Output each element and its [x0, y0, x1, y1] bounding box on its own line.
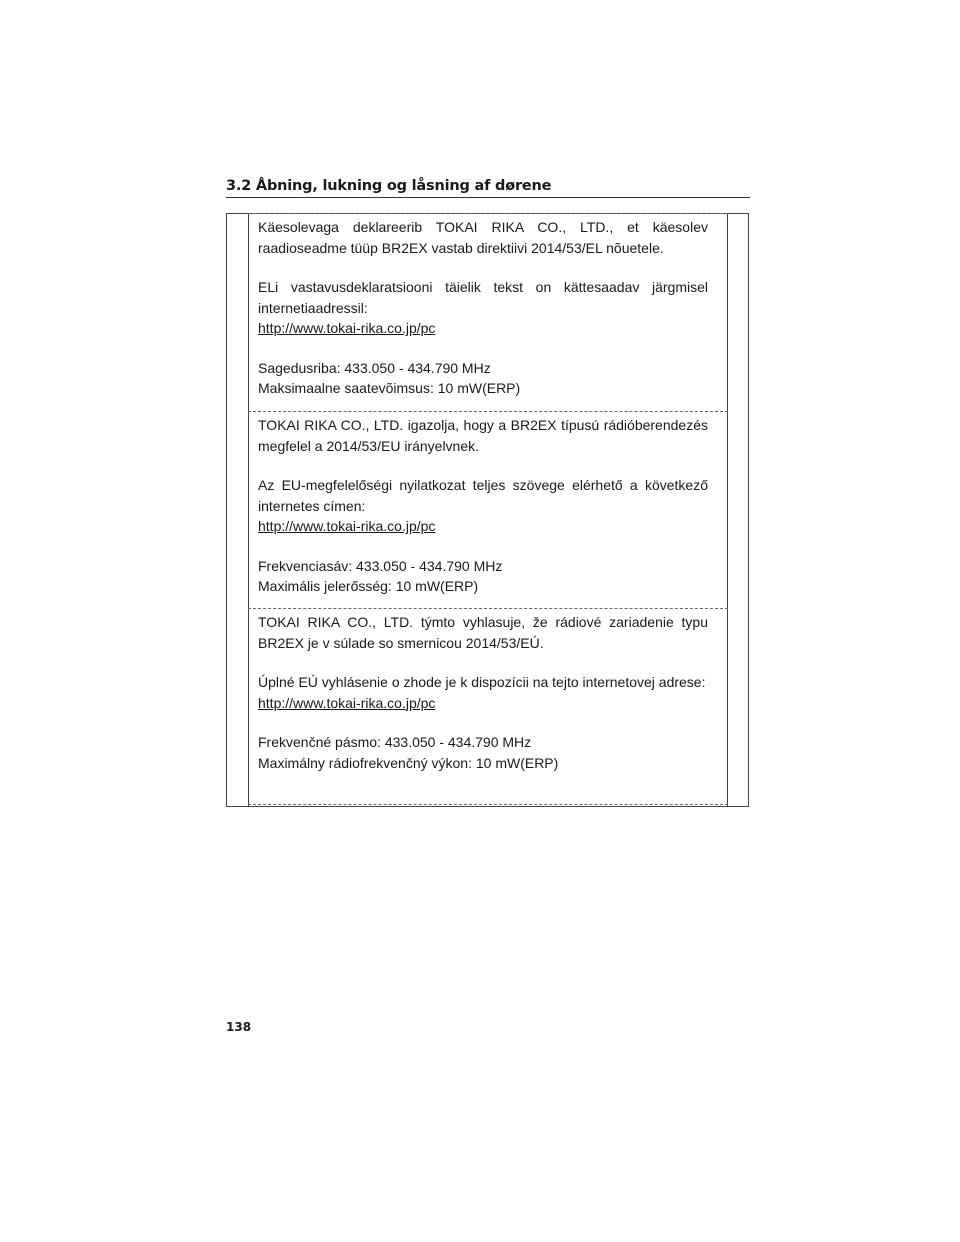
declaration-specs — [258, 556, 708, 597]
declaration-block-hungarian — [248, 411, 728, 597]
bottom-divider — [248, 804, 728, 805]
declaration-url-link[interactable]: http://www.tokai-rika.co.jp/pc — [258, 518, 436, 534]
declaration-statement: TOKAI RIKA CO., LTD. igazolja, hogy a BR2EX típusú rádióberendezés megfelel a 2014/53/EU irányelvnek. — [258, 417, 708, 454]
declaration-block-estonian — [248, 213, 728, 399]
declaration-text-intro — [258, 672, 708, 713]
declaration-specs — [258, 732, 708, 773]
max-power: Maximálny rádiofrekvenčný výkon: 10 mW(ERP) — [258, 754, 559, 771]
declaration-text-intro — [258, 277, 708, 339]
max-power: Maximális jelerősség: 10 mW(ERP) — [258, 578, 479, 594]
frequency-band: Frekvenciasáv: 433.050 - 434.790 MHz — [258, 557, 503, 574]
declaration-block-slovak — [248, 608, 728, 773]
declaration-url-link[interactable]: http://www.tokai-rika.co.jp/pc — [258, 320, 436, 336]
declaration-text-intro — [258, 475, 708, 537]
section-title: 3.2 Åbning, lukning og låsning af dørene — [226, 178, 750, 198]
declaration-statement: TOKAI RIKA CO., LTD. týmto vyhlasuje, že rádiové zariadenie typu BR2EX je v súlade so smernicou 2014/53/EÚ. — [258, 614, 708, 651]
declaration-url-link[interactable]: http://www.tokai-rika.co.jp/pc — [258, 694, 436, 711]
declaration-intro-text: ELi vastavusdeklaratsiooni täielik tekst on kättesaadav järgmisel internetiaadressil: — [258, 279, 708, 316]
declaration-specs — [258, 358, 708, 399]
declaration-intro-text: Úplné EÚ vyhlásenie o zhode je k dispozícii na tejto internetovej adrese: — [258, 674, 706, 690]
max-power: Maksimaalne saatevõimsus: 10 mW(ERP) — [258, 380, 521, 396]
declaration-intro-text: Az EU-megfelelőségi nyilatkozat teljes szövege elérhető a következő internetes címen: — [258, 477, 708, 514]
frequency-band: Frekvenčné pásmo: 433.050 - 434.790 MHz — [258, 734, 532, 750]
declaration-statement: Käesolevaga deklareerib TOKAI RIKA CO., LTD., et käesolev raadioseadme tüüp BR2EX vastab direktiivi 2014/53/EL nõuetele. — [258, 219, 708, 256]
frequency-band: Sagedusriba: 433.050 - 434.790 MHz — [258, 359, 491, 376]
page-number: 138 — [226, 1020, 252, 1034]
